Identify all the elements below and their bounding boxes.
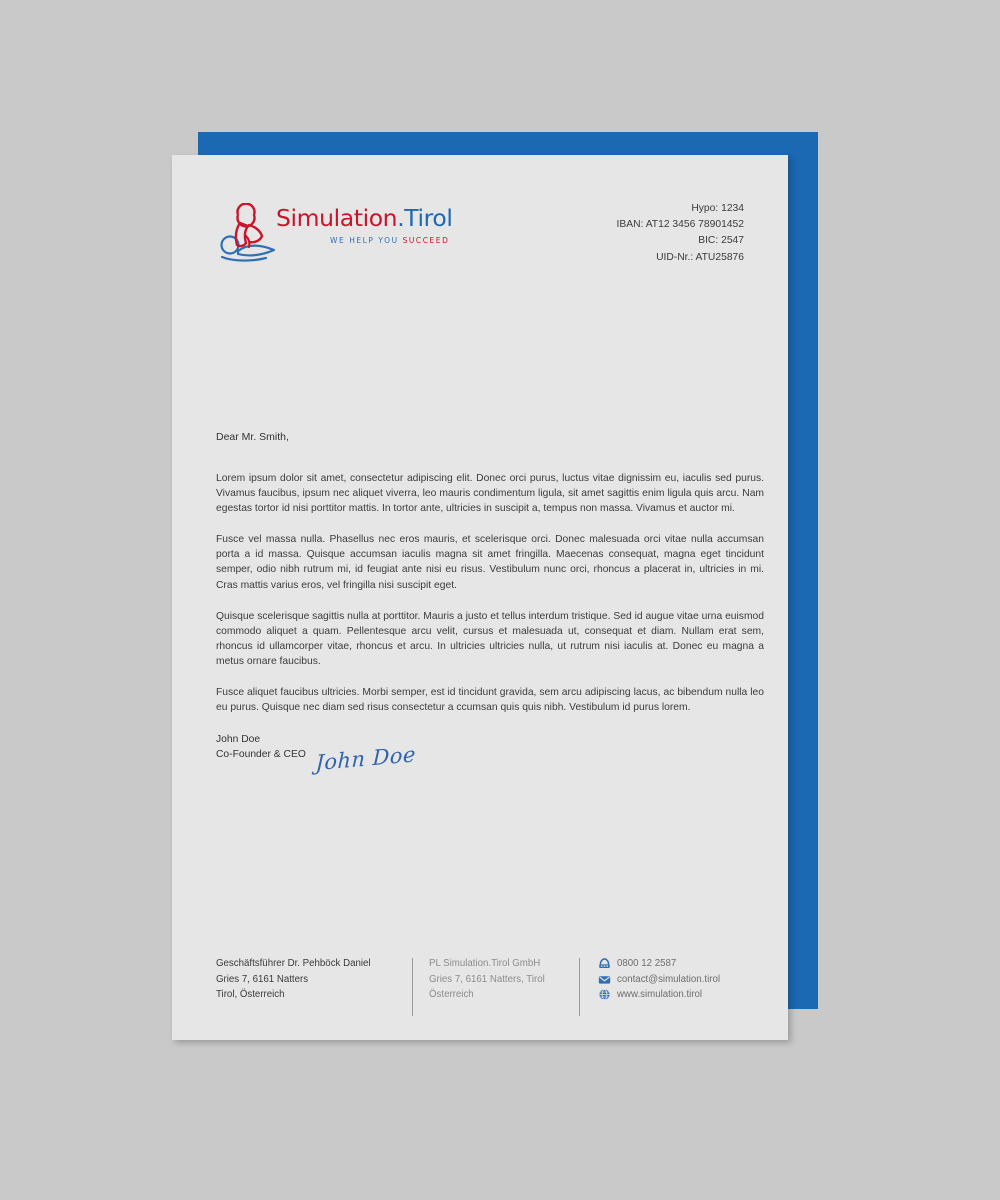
letterhead-sheet — [172, 155, 788, 1040]
letterhead-header — [172, 155, 788, 275]
footer-contact-details — [598, 956, 720, 1003]
letter-paragraph: Fusce aliquet faucibus ultricies. Morbi semper, est id tincidunt gravida, sem arcu adipiscing lacus, ac bibendum nulla leo eu purus. Quisque nec diam sed risus consectetur a ccumsan quis quis nibh. Vestibulum id purus lorem. — [216, 687, 764, 714]
letterhead-footer — [216, 956, 764, 1018]
logo-word-line — [276, 204, 476, 232]
envelope-icon — [598, 973, 611, 986]
bank-details — [617, 201, 744, 266]
cpr-rescue-figures-icon — [216, 203, 278, 265]
signature-script-text: John Doe — [315, 742, 417, 776]
footer-phone-text: 0800 12 2587 — [617, 958, 677, 969]
bank-bic: BIC: 2547 — [698, 235, 744, 247]
letter-paragraph: Quisque scelerisque sagittis nulla at porttitor. Mauris a justo et tellus interdum tristique. Sed id augue vitae urna euismod commodo aliquet a quam. Pellentesque arcu velit, cursus et malesuada ut, consequat et diam. Nullam erat sem, rhoncus id ullamcorper vitae, rhoncus et arcu. In ultricies ultricies nulla, ut rutrum nisi iaculis at. Donec eu magna a metus ornare faucibus. — [216, 610, 764, 667]
bank-iban: IBAN: AT12 3456 78901452 — [616, 219, 744, 231]
footer-company-country: Österreich — [429, 989, 474, 1001]
handwritten-signature — [315, 742, 417, 791]
signer-title: Co-Founder & CEO — [216, 748, 306, 760]
globe-icon — [598, 988, 611, 1001]
footer-company-name: PL Simulation.Tirol GmbH — [429, 958, 541, 969]
footer-website-row[interactable] — [598, 987, 720, 1003]
footer-md-name: Geschäftsführer Dr. Pehböck Daniel — [216, 958, 371, 969]
letter-paragraph: Lorem ipsum dolor sit amet, consectetur adipiscing elit. Donec orci purus, luctus vitae dignissim eu, iaculis sed purus. Vivamus faucibus, ipsum nec aliquet viverra, leo mauris condimentum ligula, sit amet sagittis enim ligula quis arcu. Nam egestas tortor id nisi porttitor mattis. In tortor ante, ultricies in suscipit a, tempus non massa. Vivamus et auctor mi. — [216, 473, 764, 515]
footer-divider — [412, 958, 413, 1016]
footer-email-row[interactable] — [598, 972, 720, 988]
logo-wordmark — [276, 204, 476, 245]
logo-tagline — [276, 236, 476, 245]
letter-paragraph: Fusce vel massa nulla. Phasellus nec eros mauris, et scelerisque orci. Donec malesuada orci vitae nulla accumsan porta a id massa. Quisque accumsan iaculis magna sit amet fringilla. Maecenas consequat, magna eget tincidunt semper, odio nibh rutrum mi, id feugiat ante nisi eu risus. Vestibulum nunc orci, rhoncus a placerat in, ultricies in mi. Cras mattis varius eros, vel fringilla nisi suscipit eget. — [216, 534, 764, 591]
footer-phone-row[interactable] — [598, 956, 720, 972]
salutation: Dear Mr. Smith, — [216, 431, 289, 443]
footer-company-address — [429, 956, 579, 1003]
footer-email-text: contact@simulation.tirol — [617, 973, 720, 985]
signer-name: John Doe — [216, 734, 261, 745]
letter-body — [216, 430, 764, 715]
logo-name-primary: Simulation — [276, 204, 398, 232]
footer-divider — [579, 958, 580, 1016]
footer-md-street: Gries 7, 6161 Natters — [216, 973, 309, 985]
logo-name-secondary: .Tirol — [397, 204, 453, 232]
footer-company-street: Gries 7, 6161 Natters, Tirol — [429, 973, 545, 985]
footer-managing-director — [216, 956, 412, 1003]
logo-tagline-primary: WE HELP YOU — [330, 235, 403, 245]
telephone-icon — [598, 957, 611, 970]
footer-md-region: Tirol, Österreich — [216, 989, 285, 1001]
logo-tagline-secondary: SUCCEED — [402, 235, 450, 245]
bank-uid: UID-Nr.: ATU25876 — [656, 251, 744, 263]
bank-hypo: Hypo: 1234 — [691, 203, 744, 214]
signature-block — [216, 733, 516, 776]
footer-website-text: www.simulation.tirol — [617, 989, 703, 1001]
company-logo[interactable] — [216, 203, 476, 265]
